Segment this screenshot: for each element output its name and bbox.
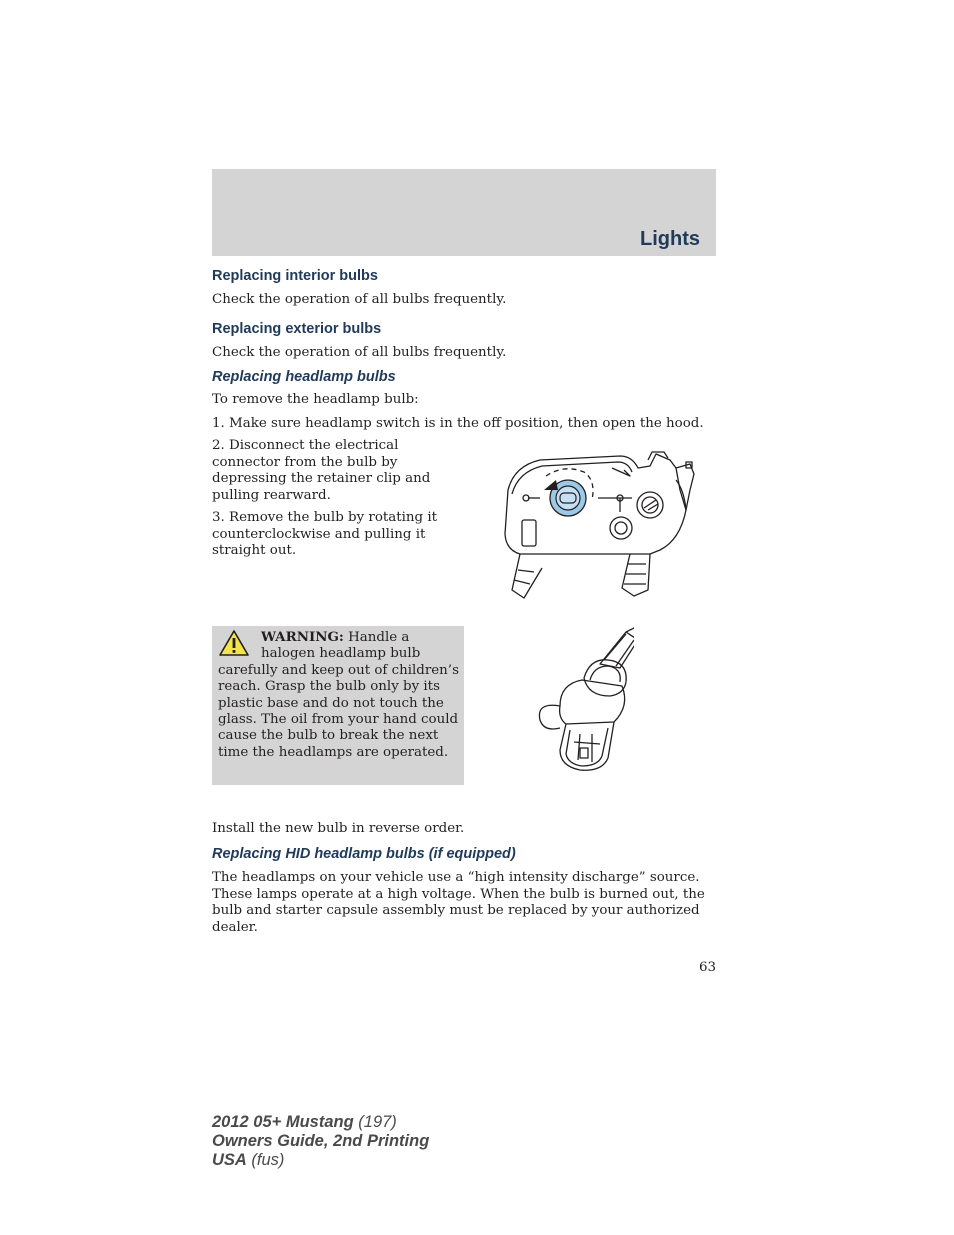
section-title: Lights (640, 228, 700, 250)
footer-model-code: (197) (353, 1113, 397, 1131)
step-2-line: connector from the bulb by (212, 454, 398, 470)
step-3-line: counterclockwise and pulling it (212, 526, 426, 542)
headlamp-assembly-illustration (500, 450, 704, 602)
step-3-text (212, 510, 437, 560)
step-2-line: 2. Disconnect the electrical (212, 438, 399, 453)
halogen-bulb-illustration (530, 620, 634, 780)
footer-market: USA (212, 1151, 247, 1169)
hid-line: These lamps operate at a high voltage. When the bulb is burned out, the (212, 886, 705, 902)
page-number: 63 (698, 960, 716, 975)
interior-bulbs-text: Check the operation of all bulbs frequently. (212, 292, 507, 307)
warning-box (212, 626, 464, 785)
hid-line: bulb and starter capsule assembly must be replaced by your authorized (212, 903, 700, 918)
step-2-line: pulling rearward. (212, 487, 331, 503)
warning-triangle-icon (218, 629, 261, 661)
step-1-text: 1. Make sure headlamp switch is in the off position, then open the hood. (212, 416, 704, 431)
step-2-text (212, 438, 430, 504)
step-2-line: depressing the retainer clip and (212, 471, 431, 486)
hid-heading: Replacing HID headlamp bulbs (if equipped) (212, 846, 516, 862)
hid-line: dealer. (212, 919, 258, 935)
headlamp-intro-text: To remove the headlamp bulb: (212, 392, 419, 407)
footer-line-2: Owners Guide, 2nd Printing (212, 1132, 430, 1150)
hid-line: The headlamps on your vehicle use a “high intensity discharge” source. (212, 870, 700, 885)
warning-body: Handle a halogen headlamp bulb carefully and keep out of children’s reach. Grasp the bulb only by its plastic base and do not touch the glass. The oil from your hand could cause the bulb to break the next time the headlamps are operated. (218, 630, 459, 760)
footer-line-1 (212, 1113, 429, 1132)
step-3-line: 3. Remove the bulb by rotating it (212, 510, 438, 525)
warning-label: WARNING: (261, 629, 344, 645)
footer-model: 2012 05+ Mustang (212, 1113, 354, 1131)
footer-market-code: (fus) (246, 1151, 285, 1169)
hid-text (212, 870, 705, 936)
exterior-bulbs-heading: Replacing exterior bulbs (212, 321, 382, 337)
exterior-bulbs-text: Check the operation of all bulbs frequently. (212, 345, 507, 360)
step-3-line: straight out. (212, 543, 297, 558)
install-text: Install the new bulb in reverse order. (212, 821, 465, 836)
footer-line-3 (212, 1151, 429, 1170)
headlamp-bulbs-heading: Replacing headlamp bulbs (212, 369, 396, 385)
interior-bulbs-heading: Replacing interior bulbs (212, 268, 378, 284)
document-footer (212, 1113, 429, 1170)
section-header-band (212, 169, 716, 256)
warning-text (218, 629, 460, 761)
